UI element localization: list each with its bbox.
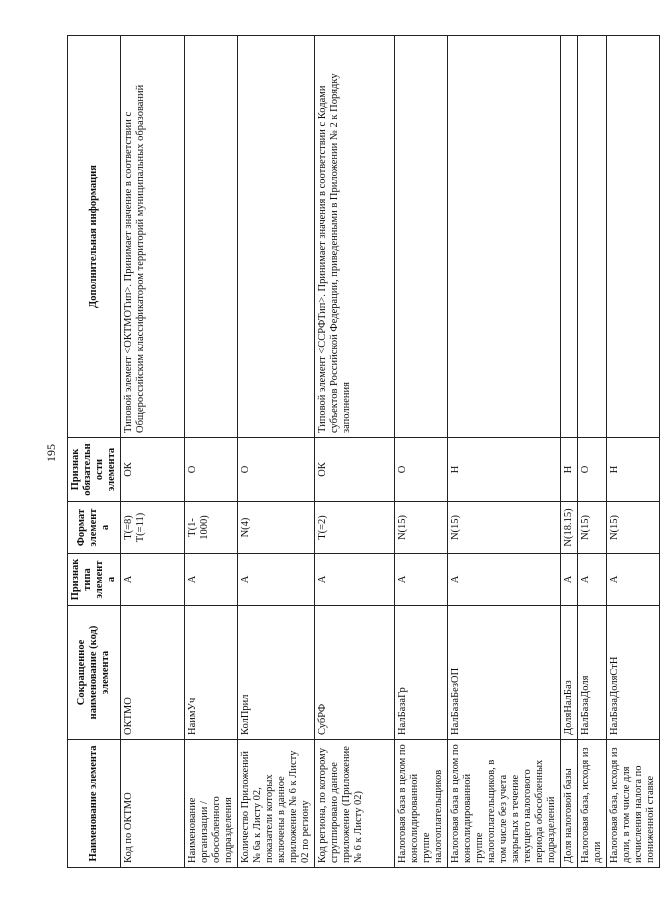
cell-info [395, 36, 448, 438]
table-row [607, 36, 660, 868]
table-row [185, 36, 238, 868]
page-number: 195 [44, 444, 58, 462]
cell-required: Н [561, 438, 578, 502]
cell-info: Типовой элемент <ОКТМОТип>. Принимает значение в соответствии с Общероссийским классификатором территорий муниципальных образований [121, 36, 185, 438]
header-format: Формат элемента [68, 502, 121, 554]
table-row [578, 36, 607, 868]
cell-code: НаимУч [185, 606, 238, 740]
cell-format: N(15) [607, 502, 660, 554]
table-row [395, 36, 448, 868]
cell-type: А [607, 554, 660, 606]
cell-info [185, 36, 238, 438]
cell-required: Н [448, 438, 561, 502]
cell-name: Налоговая база в целом по консолидированной группе налогоплательщиков [395, 740, 448, 868]
cell-type: А [578, 554, 607, 606]
cell-name: Код региона, по которому сгруппировано данное приложение (Приложение № 6 к Листу 02) [315, 740, 395, 868]
table-wrapper [67, 36, 656, 868]
cell-name: Доля налоговой базы [561, 740, 578, 868]
cell-type: А [185, 554, 238, 606]
cell-format: N(18.15) [561, 502, 578, 554]
cell-format: N(15) [395, 502, 448, 554]
table-row [238, 36, 315, 868]
cell-format: N(15) [448, 502, 561, 554]
cell-required: ОК [315, 438, 395, 502]
cell-required: О [395, 438, 448, 502]
table-row [448, 36, 561, 868]
cell-type: А [238, 554, 315, 606]
cell-code: НалБазаДоляСтН [607, 606, 660, 740]
cell-info [561, 36, 578, 438]
table-row [315, 36, 395, 868]
cell-type: А [121, 554, 185, 606]
elements-table [67, 35, 660, 868]
cell-info: Типовой элемент <ССРФТип>. Принимает значения в соответствии с Кодами субъектов Российской Федерации, приведенными в Приложении № 2 к Порядку заполнения [315, 36, 395, 438]
cell-name: Налоговая база, исходя из доли, в том числе для исчисления налога по пониженной ставке [607, 740, 660, 868]
cell-code: ДоляНалБаз [561, 606, 578, 740]
cell-info [578, 36, 607, 438]
cell-info [607, 36, 660, 438]
cell-type: А [315, 554, 395, 606]
cell-info [238, 36, 315, 438]
header-info: Дополнительная информация [68, 36, 121, 438]
cell-type: А [395, 554, 448, 606]
header-required: Признак обязательности элемента [68, 438, 121, 502]
cell-format: N(15) [578, 502, 607, 554]
cell-name: Код по ОКТМО [121, 740, 185, 868]
cell-name: Налоговая база, исходя из доли [578, 740, 607, 868]
format-line: T(=8) [123, 515, 134, 540]
cell-code: СубРФ [315, 606, 395, 740]
cell-format [121, 502, 185, 554]
cell-name: Количество Приложений № 6а к Листу 02, показатели которых включены в данное приложение № 6 к Листу 02 по региону [238, 740, 315, 868]
cell-name: Налоговая база в целом по консолидированной группе налогоплательщиков, в том числе без учета закрытых в течение текущего налогового периода обособленных подразделений [448, 740, 561, 868]
table-row [561, 36, 578, 868]
cell-info [448, 36, 561, 438]
cell-code: ОКТМО [121, 606, 185, 740]
cell-code: НалБазаДоля [578, 606, 607, 740]
cell-name: Наименование организации / обособленного подразделения [185, 740, 238, 868]
cell-code: КолПрил [238, 606, 315, 740]
header-code: Сокращенное наименование (код) элемента [68, 606, 121, 740]
cell-required: О [185, 438, 238, 502]
cell-format: T(1-1000) [185, 502, 238, 554]
cell-required: Н [607, 438, 660, 502]
rotated-table-frame [67, 36, 656, 868]
header-row [68, 36, 121, 868]
cell-type: А [448, 554, 561, 606]
table-row [121, 36, 185, 868]
cell-code: НалБазаГр [395, 606, 448, 740]
header-name: Наименование элемента [68, 740, 121, 868]
format-line: T(=11) [135, 512, 146, 543]
cell-required: ОК [121, 438, 185, 502]
cell-required: О [238, 438, 315, 502]
cell-format: T(=2) [315, 502, 395, 554]
header-type: Признак типа элемента [68, 554, 121, 606]
cell-required: О [578, 438, 607, 502]
cell-code: НалБазаБезОП [448, 606, 561, 740]
cell-type: А [561, 554, 578, 606]
cell-format: N(4) [238, 502, 315, 554]
